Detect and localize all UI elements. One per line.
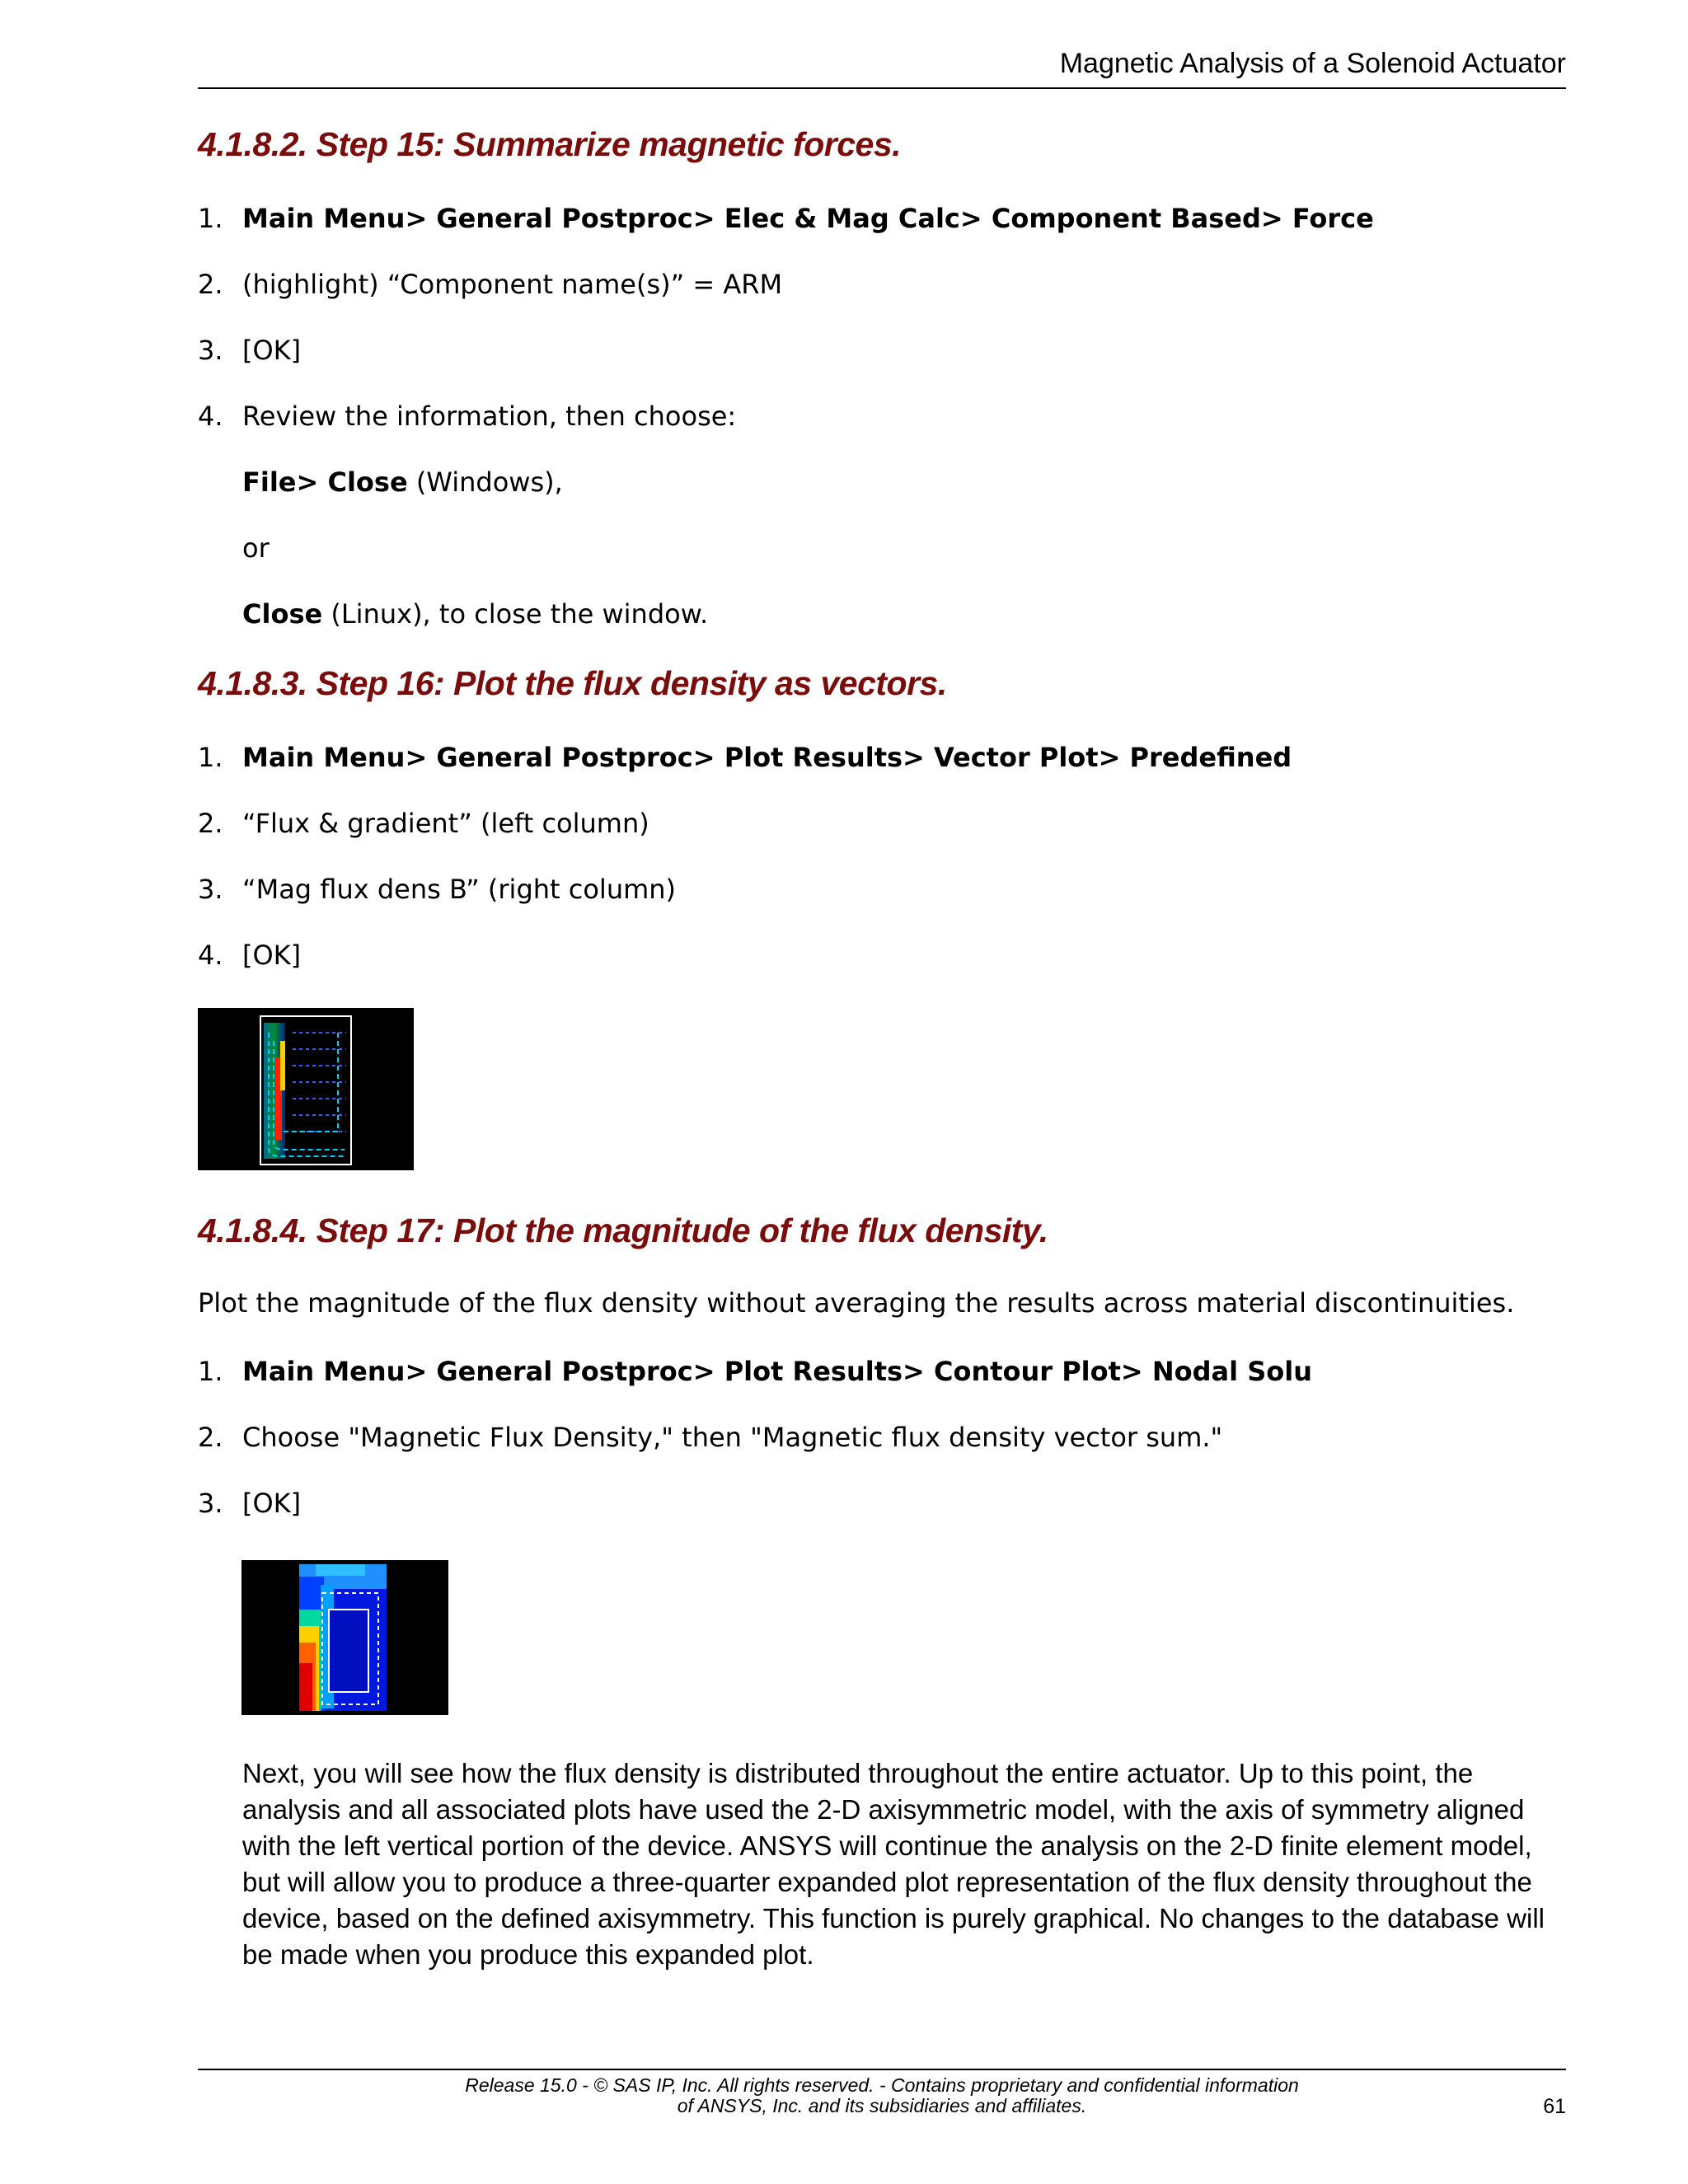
- section-heading-step-17: 4.1.8.4. Step 17: Plot the magnitude of the flux density.: [198, 1212, 1048, 1249]
- section-heading-step-15: 4.1.8.2. Step 15: Summarize magnetic forces.: [198, 125, 902, 163]
- or-line: or: [242, 532, 270, 564]
- menu-path: Main Menu> General Postproc> Plot Results> Vector Plot> Predefined: [242, 742, 1292, 773]
- section-heading-step-16: 4.1.8.3. Step 16: Plot the flux density as vectors.: [198, 664, 947, 702]
- vector-plot-thumbnail: [198, 1008, 414, 1170]
- page-number: 61: [1543, 2095, 1566, 2118]
- step-16-item-4: 4. [OK]: [198, 940, 302, 971]
- contour-plot-graphic: [241, 1560, 448, 1715]
- step-16-item-2: 2. “Flux & gradient” (left column): [198, 808, 649, 839]
- step-17-item-1: 1. Main Menu> General Postproc> Plot Results> Contour Plot> Nodal Solu: [198, 1356, 1313, 1387]
- step-16-item-3: 3. “Mag flux dens B” (right column): [198, 874, 677, 905]
- file-close-line: File> Close (Windows),: [242, 466, 563, 498]
- step-17-intro: Plot the magnitude of the flux density without averaging the results across material discontinuities.: [198, 1287, 1515, 1319]
- step-17-item-2: 2. Choose "Magnetic Flux Density," then "Magnetic flux density vector sum.": [198, 1422, 1223, 1453]
- menu-path: Main Menu> General Postproc> Plot Results> Contour Plot> Nodal Solu: [242, 1356, 1313, 1387]
- step-15-item-4: 4. Review the information, then choose:: [198, 401, 737, 432]
- step-17-item-3: 3. [OK]: [198, 1488, 302, 1519]
- step-15-item-3: 3. [OK]: [198, 335, 302, 366]
- menu-path: Main Menu> General Postproc> Elec & Mag Calc> Component Based> Force: [242, 203, 1374, 234]
- step-15-item-1: 1. Main Menu> General Postproc> Elec & Mag Calc> Component Based> Force: [198, 203, 1374, 234]
- footer-copyright: Release 15.0 - © SAS IP, Inc. All rights reserved. - Contains proprietary and confidential information of ANSYS, Inc. and its subsidiaries and affiliates.: [465, 2074, 1299, 2116]
- page-header: [198, 48, 1566, 89]
- step-15-item-2: 2. (highlight) “Component name(s)” = ARM: [198, 269, 783, 300]
- step-16-item-1: 1. Main Menu> General Postproc> Plot Results> Vector Plot> Predefined: [198, 742, 1292, 773]
- contour-plot-thumbnail: [241, 1560, 448, 1715]
- header-title: Magnetic Analysis of a Solenoid Actuator: [1059, 48, 1566, 79]
- expanded-plot-paragraph: Next, you will see how the flux density is distributed throughout the entire actuator. Up to this point, the analysis and all associated plots have used the 2-D axisymmetric model, with the axis of symmetry aligned with the left vertical portion of the device. ANSYS will continue the analysis on the 2-D finite element model, but will allow you to produce a three-quarter expanded plot representation of the flux density throughout the device, based on the defined axisymmetry. This function is purely graphical. No changes to the database will be made when you produce this expanded plot.: [242, 1758, 1545, 1970]
- page-footer: [198, 2069, 1566, 2118]
- close-line: Close (Linux), to close the window.: [242, 598, 709, 630]
- vector-plot-graphic: [198, 1008, 414, 1170]
